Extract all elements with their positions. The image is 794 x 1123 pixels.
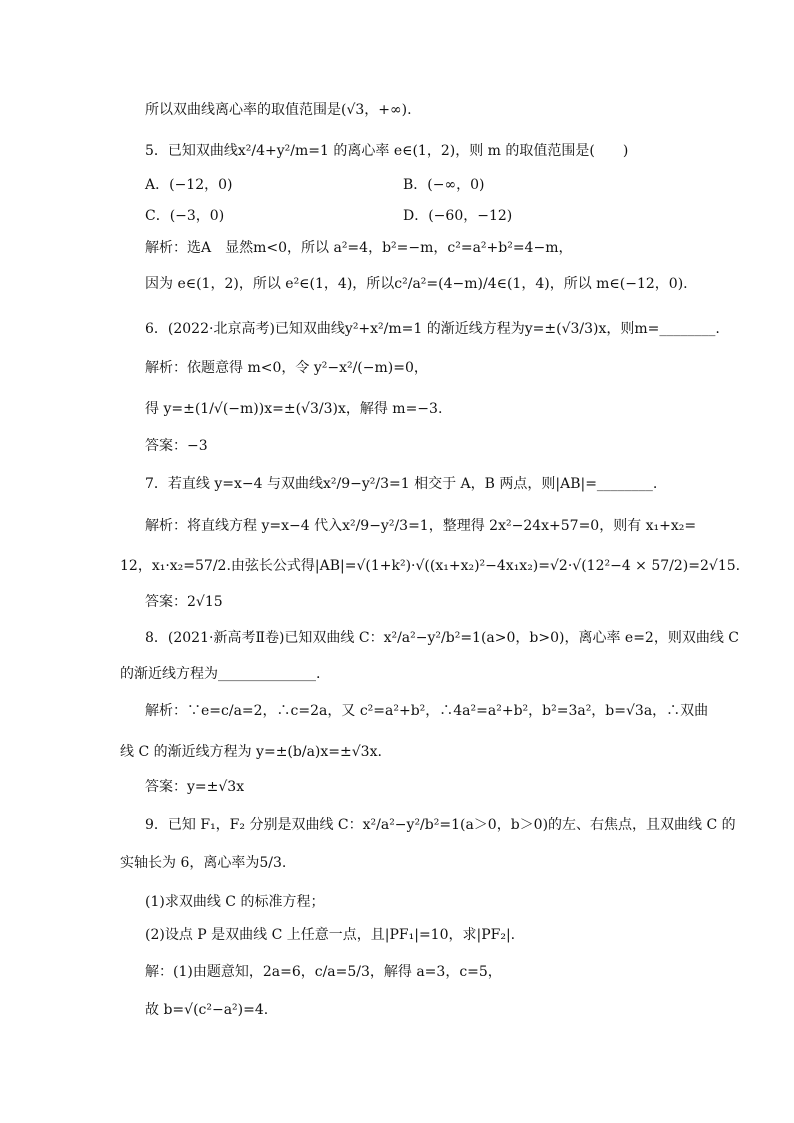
choice-c: C．(−3，0) — [145, 208, 225, 224]
choice-b: B．(−∞，0) — [403, 177, 485, 193]
text-line: 所以双曲线离心率的取值范围是(√3，+∞). — [145, 102, 412, 118]
answer-line: 答案：y=±√3x — [145, 779, 245, 795]
solution-line: 解析：∵e=c/a=2，∴c=2a，又 c²=a²+b²，∴4a²=a²+b²，b²=3a²，b=√3a，∴双曲 — [145, 703, 709, 719]
question-8: 8．(2021·新高考Ⅱ卷)已知双曲线 C：x²/a²−y²/b²=1(a>0，b>0)，离心率 e=2，则双曲线 C — [145, 630, 739, 646]
choice-row — [145, 175, 705, 195]
solution-line: 因为 e∈(1，2)，所以 e²∈(1，4)，所以c²/a²=(4−m)/4∈(1，4)，所以 m∈(−12，0). — [145, 276, 688, 292]
solution-line: 12，x₁·x₂=57/2.由弦长公式得|AB|=√(1+k²)·√((x₁+x₂)²−4x₁x₂)=√2·√(12²−4 × 57/2)=2√15. — [120, 558, 741, 574]
question-6: 6．(2022·北京高考)已知双曲线y²+x²/m=1 的渐近线方程为y=±(√3/3)x，则m=________. — [145, 321, 720, 337]
solution-line: 故 b=√(c²−a²)=4. — [145, 1002, 269, 1018]
choice-row — [145, 206, 705, 226]
solution-line: 解析：选A 显然m<0，所以 a²=4，b²=−m，c²=a²+b²=4−m， — [145, 240, 573, 256]
question-5: 5．已知双曲线x²/4+y²/m=1 的离心率 e∈(1，2)，则 m 的取值范围是( ) — [145, 143, 629, 159]
question-9-cont: 实轴长为 6，离心率为5/3. — [120, 855, 287, 871]
sub-question: (1)求双曲线 C 的标准方程； — [145, 894, 325, 910]
question-7: 7．若直线 y=x−4 与双曲线x²/9−y²/3=1 相交于 A，B 两点，则|AB|=________. — [145, 476, 658, 492]
solution-line: 解析：将直线方程 y=x−4 代入x²/9−y²/3=1，整理得 2x²−24x+57=0，则有 x₁+x₂= — [145, 518, 697, 534]
solution-line: 解：(1)由题意知，2a=6，c/a=5/3，解得 a=3，c=5， — [145, 964, 502, 980]
question-8-cont: 的渐近线方程为______________. — [120, 666, 321, 682]
solution-line: 线 C 的渐近线方程为 y=±(b/a)x=±√3x. — [120, 744, 382, 760]
choice-d: D．(−60，−12) — [403, 208, 513, 224]
sub-question: (2)设点 P 是双曲线 C 上任意一点，且|PF₁|=10，求|PF₂|. — [145, 927, 516, 943]
solution-line: 得 y=±(1/√(−m))x=±(√3/3)x，解得 m=−3. — [145, 401, 443, 417]
choice-a: A．(−12，0) — [145, 177, 233, 193]
question-9: 9．已知 F₁，F₂ 分别是双曲线 C：x²/a²−y²/b²=1(a＞0，b＞0)的左、右焦点，且双曲线 C 的 — [145, 817, 736, 833]
answer-line: 答案：−3 — [145, 438, 208, 454]
answer-line: 答案：2√15 — [145, 594, 223, 610]
solution-line: 解析：依题意得 m<0，令 y²−x²/(−m)=0， — [145, 360, 428, 376]
